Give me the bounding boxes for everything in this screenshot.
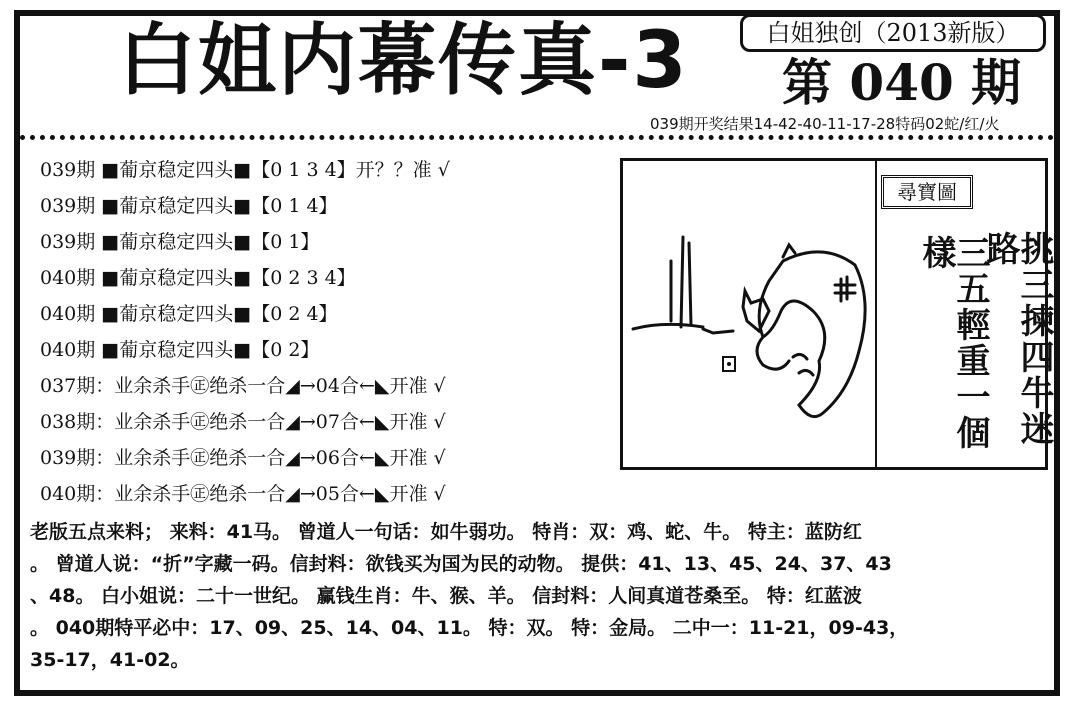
notes-line: 、48。 白小姐说：二十一世纪。 赢钱生肖：牛、猴、羊。 信封料：人间真道苍桑至。 特：红蓝波	[30, 585, 862, 607]
notes-paragraph	[30, 516, 1050, 676]
poem-line-2: 三五輕重一個樣	[916, 235, 990, 451]
list-item: 039期 ■葡京稳定四头■【0 1 4】	[40, 195, 338, 217]
edition-badge: 白姐独创（2013新版）	[740, 14, 1046, 52]
list-item: 039期 ■葡京稳定四头■【0 1】	[40, 231, 320, 253]
list-item: 037期：业余杀手㊣绝杀一合◢→04合←◣开准 √	[40, 375, 446, 397]
notes-line: 。 040期特平必中：17、09、25、14、04、11。 特：双。 特：金局。 二中一：11-21，09-43，	[30, 617, 909, 639]
page-title: 白姐内幕传真-3	[118, 16, 689, 106]
list-item: 038期：业余杀手㊣绝杀一合◢→07合←◣开准 √	[40, 411, 446, 433]
list-item: 040期 ■葡京稳定四头■【0 2 4】	[40, 303, 338, 325]
notes-line: 35-17，41-02。	[30, 649, 190, 671]
notes-line: 。 曾道人说：“折”字藏一码。信封料：欲钱买为国为民的动物。 提供：41、13、45、24、37、43	[30, 553, 892, 575]
poem-line-1: 挑三揀四牛迷路	[980, 231, 1054, 447]
previous-result: 039期开奖结果14-42-40-11-17-28特码02蛇/红/火	[650, 115, 1000, 133]
prediction-list	[40, 152, 600, 512]
ox-illustration	[623, 161, 875, 467]
list-item: 039期：业余杀手㊣绝杀一合◢→06合←◣开准 √	[40, 447, 446, 469]
notes-line: 老版五点来料； 来料：41马。 曾道人一句话：如牛弱功。 特肖：双：鸡、蛇、牛。 特主：蓝防红	[30, 521, 862, 543]
treasure-picture-panel	[620, 158, 1054, 470]
treasure-map-label: 尋寶圖	[881, 175, 973, 209]
list-item: 040期：业余杀手㊣绝杀一合◢→05合←◣开准 √	[40, 483, 446, 505]
list-item: 040期 ■葡京稳定四头■【0 2】	[40, 339, 320, 361]
issue-number: 第 040 期	[782, 53, 1022, 112]
list-item: 039期 ■葡京稳定四头■【0 1 3 4】开？？准 √	[40, 159, 450, 181]
picture-divider	[875, 161, 877, 467]
dotted-divider	[20, 135, 1054, 140]
list-item: 040期 ■葡京稳定四头■【0 2 3 4】	[40, 267, 356, 289]
